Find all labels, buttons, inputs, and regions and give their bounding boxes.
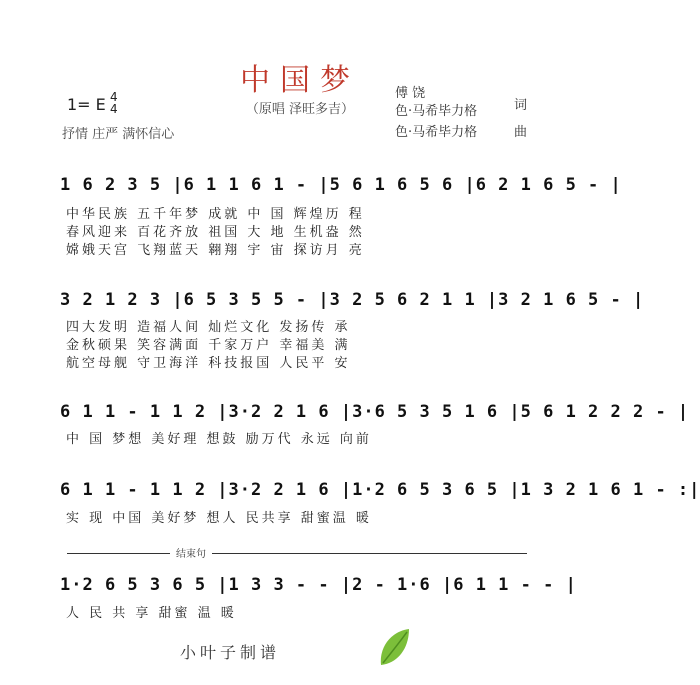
score-row-2: 3 2 1 2 3 |6 5 3 5 5 - |3 2 5 6 2 1 1 |3 2 1 6 5 - | bbox=[60, 290, 645, 310]
ending-label: 结束句 bbox=[170, 545, 212, 560]
row-1-lyric-verse-3: 嫦娥天宫 飞翔蓝天 翱翔 宇 宙 探访月 亮 bbox=[66, 243, 365, 258]
ending-divider bbox=[67, 553, 527, 554]
leaf-icon bbox=[375, 625, 415, 670]
score-row-1: 1 6 2 3 5 |6 1 1 6 1 - |5 6 1 6 5 6 |6 2 1 6 5 - | bbox=[60, 175, 622, 195]
score-row-5: 1·2 6 5 3 6 5 |1 3 3 - - |2 - 1·6 |6 1 1 - - | bbox=[60, 575, 577, 595]
row-4-lyric: 实 现 中国 美好梦 想人 民共享 甜蜜温 暖 bbox=[66, 511, 372, 526]
score-row-4: 6 1 1 - 1 1 2 |3·2 2 1 6 |1·2 6 5 3 6 5 |1 3 2 1 6 1 - :| bbox=[60, 480, 700, 500]
score-row-3: 6 1 1 - 1 1 2 |3·2 2 1 6 |3·6 5 3 5 1 6 |5 6 1 2 2 2 - | bbox=[60, 402, 690, 422]
row-1-lyric-verse-2: 春风迎来 百花齐放 祖国 大 地 生机盎 然 bbox=[66, 225, 365, 240]
row-1-lyric-verse-1: 中华民族 五千年梦 成就 中 国 辉煌历 程 bbox=[66, 207, 365, 222]
composer-mark: 曲 bbox=[514, 125, 528, 140]
credit-line-3: 色·马希毕力格 bbox=[395, 125, 478, 140]
original-singer: （原唱 泽旺多吉） bbox=[245, 102, 355, 117]
row-2-lyric-verse-3: 航空母舰 守卫海洋 科技报国 人民平 安 bbox=[66, 356, 351, 371]
credit-line-2: 色·马希毕力格 bbox=[395, 104, 478, 119]
key-signature: 1= E bbox=[67, 95, 106, 114]
performance-mood: 抒情 庄严 满怀信心 bbox=[62, 127, 175, 142]
lyricist-mark: 词 bbox=[514, 98, 528, 113]
row-2-lyric-verse-1: 四大发明 造福人间 灿烂文化 发扬传 承 bbox=[66, 320, 351, 335]
song-title: 中国梦 bbox=[240, 63, 360, 98]
time-signature bbox=[110, 91, 118, 115]
time-signature-top: 4 bbox=[110, 90, 118, 104]
row-3-lyric: 中 国 梦想 美好理 想鼓 励万代 永远 向前 bbox=[66, 432, 372, 447]
row-2-lyric-verse-2: 金秋硕果 笑容满面 千家万户 幸福美 满 bbox=[66, 338, 351, 353]
score-maker: 小叶子制谱 bbox=[180, 643, 281, 662]
time-signature-bottom: 4 bbox=[110, 102, 118, 116]
credit-line-1: 傅 饶 bbox=[395, 86, 426, 101]
row-5-lyric: 人 民 共 享 甜蜜 温 暖 bbox=[66, 606, 237, 621]
